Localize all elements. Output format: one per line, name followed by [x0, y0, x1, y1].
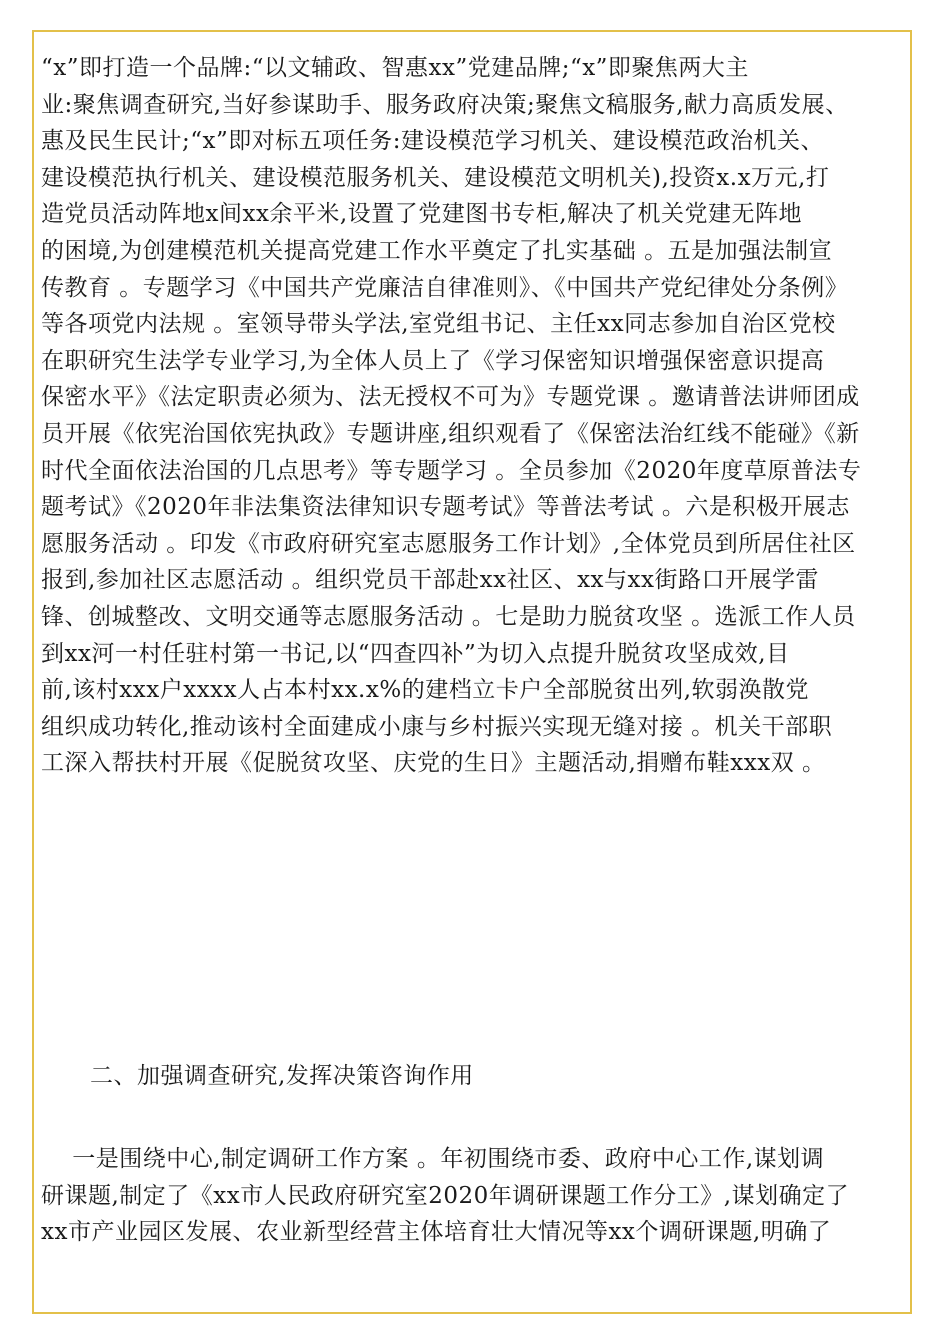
text-line: 时代全面依法治国的几点思考》等专题学习 。全员参加《2020年度草原普法专 — [41, 457, 862, 484]
text-line: 业:聚焦调查研究,当好参谋助手、服务政府决策;聚焦文稿服务,献力高质发展、 — [41, 91, 849, 118]
text-line: 等各项党内法规 。室领导带头学法,室党组书记、主任xx同志参加自治区党校 — [41, 311, 836, 338]
text-line: 组织成功转化,推动该村全面建成小康与乡村振兴实现无缝对接 。机关干部职 — [41, 713, 833, 740]
text-line: 造党员活动阵地x间xx余平米,设置了党建图书专柜,解决了机关党建无阵地 — [41, 201, 803, 228]
text-line: 题考试》《2020年非法集资法律知识专题考试》等普法考试 。六是积极开展志 — [41, 494, 850, 521]
text-line: 惠及民生民计;“x”即对标五项任务:建设模范学习机关、建设模范政治机关、 — [41, 128, 824, 155]
text-line: 工深入帮扶村开展《促脱贫攻坚、庆党的生日》主题活动,捐赠布鞋xxx双 。 — [41, 750, 826, 777]
paragraph-1 — [41, 50, 907, 782]
text-line: 传教育 。专题学习《中国共产党廉洁自律准则》、《中国共产党纪律处分条例》 — [41, 274, 849, 301]
text-line: 研课题,制定了《xx市人民政府研究室2020年调研课题工作分工》,谋划确定了 — [41, 1182, 850, 1209]
text-line: 建设模范执行机关、建设模范服务机关、建设模范文明机关),投资x.x万元,打 — [41, 164, 830, 191]
text-line: 员开展《依宪治国依宪执政》专题讲座,组织观看了《保密法治红线不能碰》《新 — [41, 420, 860, 447]
text-line: 报到,参加社区志愿活动 。组织党员干部赴xx社区、xx与xx街路口开展学雷 — [41, 567, 819, 594]
text-line: “x”即打造一个品牌:“以文辅政、智惠xx”党建品牌;“x”即聚焦两大主 — [41, 55, 749, 81]
section-heading: 二、加强调查研究,发挥决策咨询作用 — [90, 1063, 474, 1089]
text-line: 到xx河一村任驻村第一书记,以“四查四补”为切入点提升脱贫攻坚成效,目 — [41, 640, 790, 667]
text-line: 愿服务活动 。印发《市政府研究室志愿服务工作计划》,全体党员到所居住社区 — [41, 530, 856, 557]
text-line: 前,该村xxx户xxxx人占本村xx.x%的建档立卡户全部脱贫出列,软弱涣散党 — [41, 677, 809, 704]
paragraph-2 — [41, 1141, 907, 1251]
text-line: 锋、创城整改、文明交通等志愿服务活动 。七是助力脱贫攻坚 。选派工作人员 — [41, 603, 856, 630]
text-line: 保密水平》《法定职责必须为、法无授权不可为》专题党课 。邀请普法讲师团成 — [41, 384, 860, 411]
text-line: xx市产业园区发展、农业新型经营主体培育壮大情况等xx个调研课题,明确了 — [41, 1219, 832, 1246]
text-line: 的困境,为创建模范机关提高党建工作水平奠定了扎实基础 。五是加强法制宣 — [41, 237, 833, 264]
text-line: 在职研究生法学专业学习,为全体人员上了《学习保密知识增强保密意识提高 — [41, 347, 825, 374]
text-line: 一是围绕中心,制定调研工作方案 。年初围绕市委、政府中心工作,谋划调 — [41, 1146, 825, 1172]
